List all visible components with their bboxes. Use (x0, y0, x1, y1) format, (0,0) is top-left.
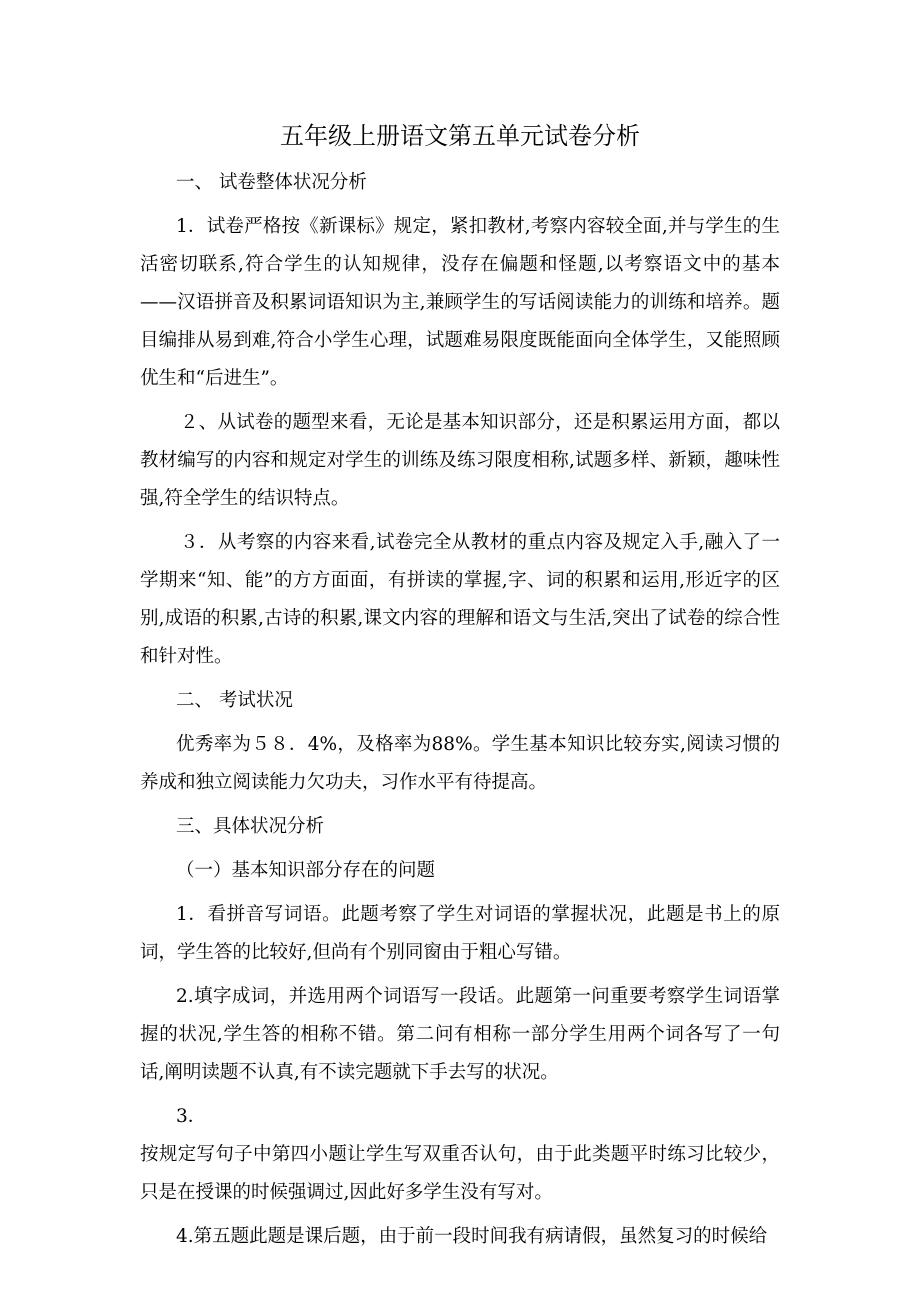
subsection-heading: （一）基本知识部分存在的问题 (176, 860, 436, 881)
document-body (140, 164, 780, 1256)
paragraph: 1．试卷严格按《新课标》规定，紧扣教材,考察内容较全面,并与学生的生活密切联系,符合学生的认知规律，没存在偏题和怪题,以考察语文中的基本——汉语拼音及积累词语知识为主,兼顾学生的写话阅读能力的训练和培养。题目编排从易到难,符合小学生心理，试题难易限度既能面向全体学生，又能照顾优生和“后进生”。 (140, 216, 780, 389)
section-heading-3: 三、具体状况分析 (176, 816, 325, 837)
paragraph: 按规定写句子中第四小题让学生写双重否认句，由于此类题平时练习比较少，只是在授课的时候强调过,因此好多学生没有写对。 (140, 1144, 780, 1203)
paragraph: ３．从考察的内容来看,试卷完全从教材的重点内容及规定入手,融入了一学期来“知、能”的方方面面，有拼读的掌握,字、词的积累和运用,形近字的区别,成语的积累,古诗的积累,课文内容的理解和语文与生活,突出了试卷的综合性和针对性。 (140, 532, 780, 667)
section-heading-1: 一、 试卷整体状况分析 (176, 172, 367, 193)
paragraph: 1．看拼音写词语。此题考察了学生对词语的掌握状况，此题是书上的原词，学生答的比较好,但尚有个别同窗由于粗心写错。 (140, 904, 780, 963)
paragraph: 优秀率为５８．4%，及格率为88%。学生基本知识比较夯实,阅读习惯的养成和独立阅读能力欠功夫，习作水平有待提高。 (140, 734, 780, 793)
paragraph-number: 3． (176, 1106, 207, 1127)
section-heading-2: 二、 考试状况 (176, 690, 293, 711)
paragraph: ２、从试卷的题型来看，无论是基本知识部分，还是积累运用方面，都以教材编写的内容和规定对学生的训练及练习限度相称,试题多样、新颖，趣味性强,符全学生的结识特点。 (140, 412, 780, 509)
paragraph: 2.填字成词，并选用两个词语写一段话。此题第一问重要考察学生词语掌握的状况,学生答的相称不错。第二问有相称一部分学生用两个词各写了一句话,阐明读题不认真,有不读完题就下手去写的状况。 (140, 986, 780, 1083)
paragraph: 4.第五题此题是课后题，由于前一段时间我有病请假，虽然复习的时候给 (176, 1226, 768, 1247)
document-title: 五年级上册语文第五单元试卷分析 (280, 122, 640, 150)
